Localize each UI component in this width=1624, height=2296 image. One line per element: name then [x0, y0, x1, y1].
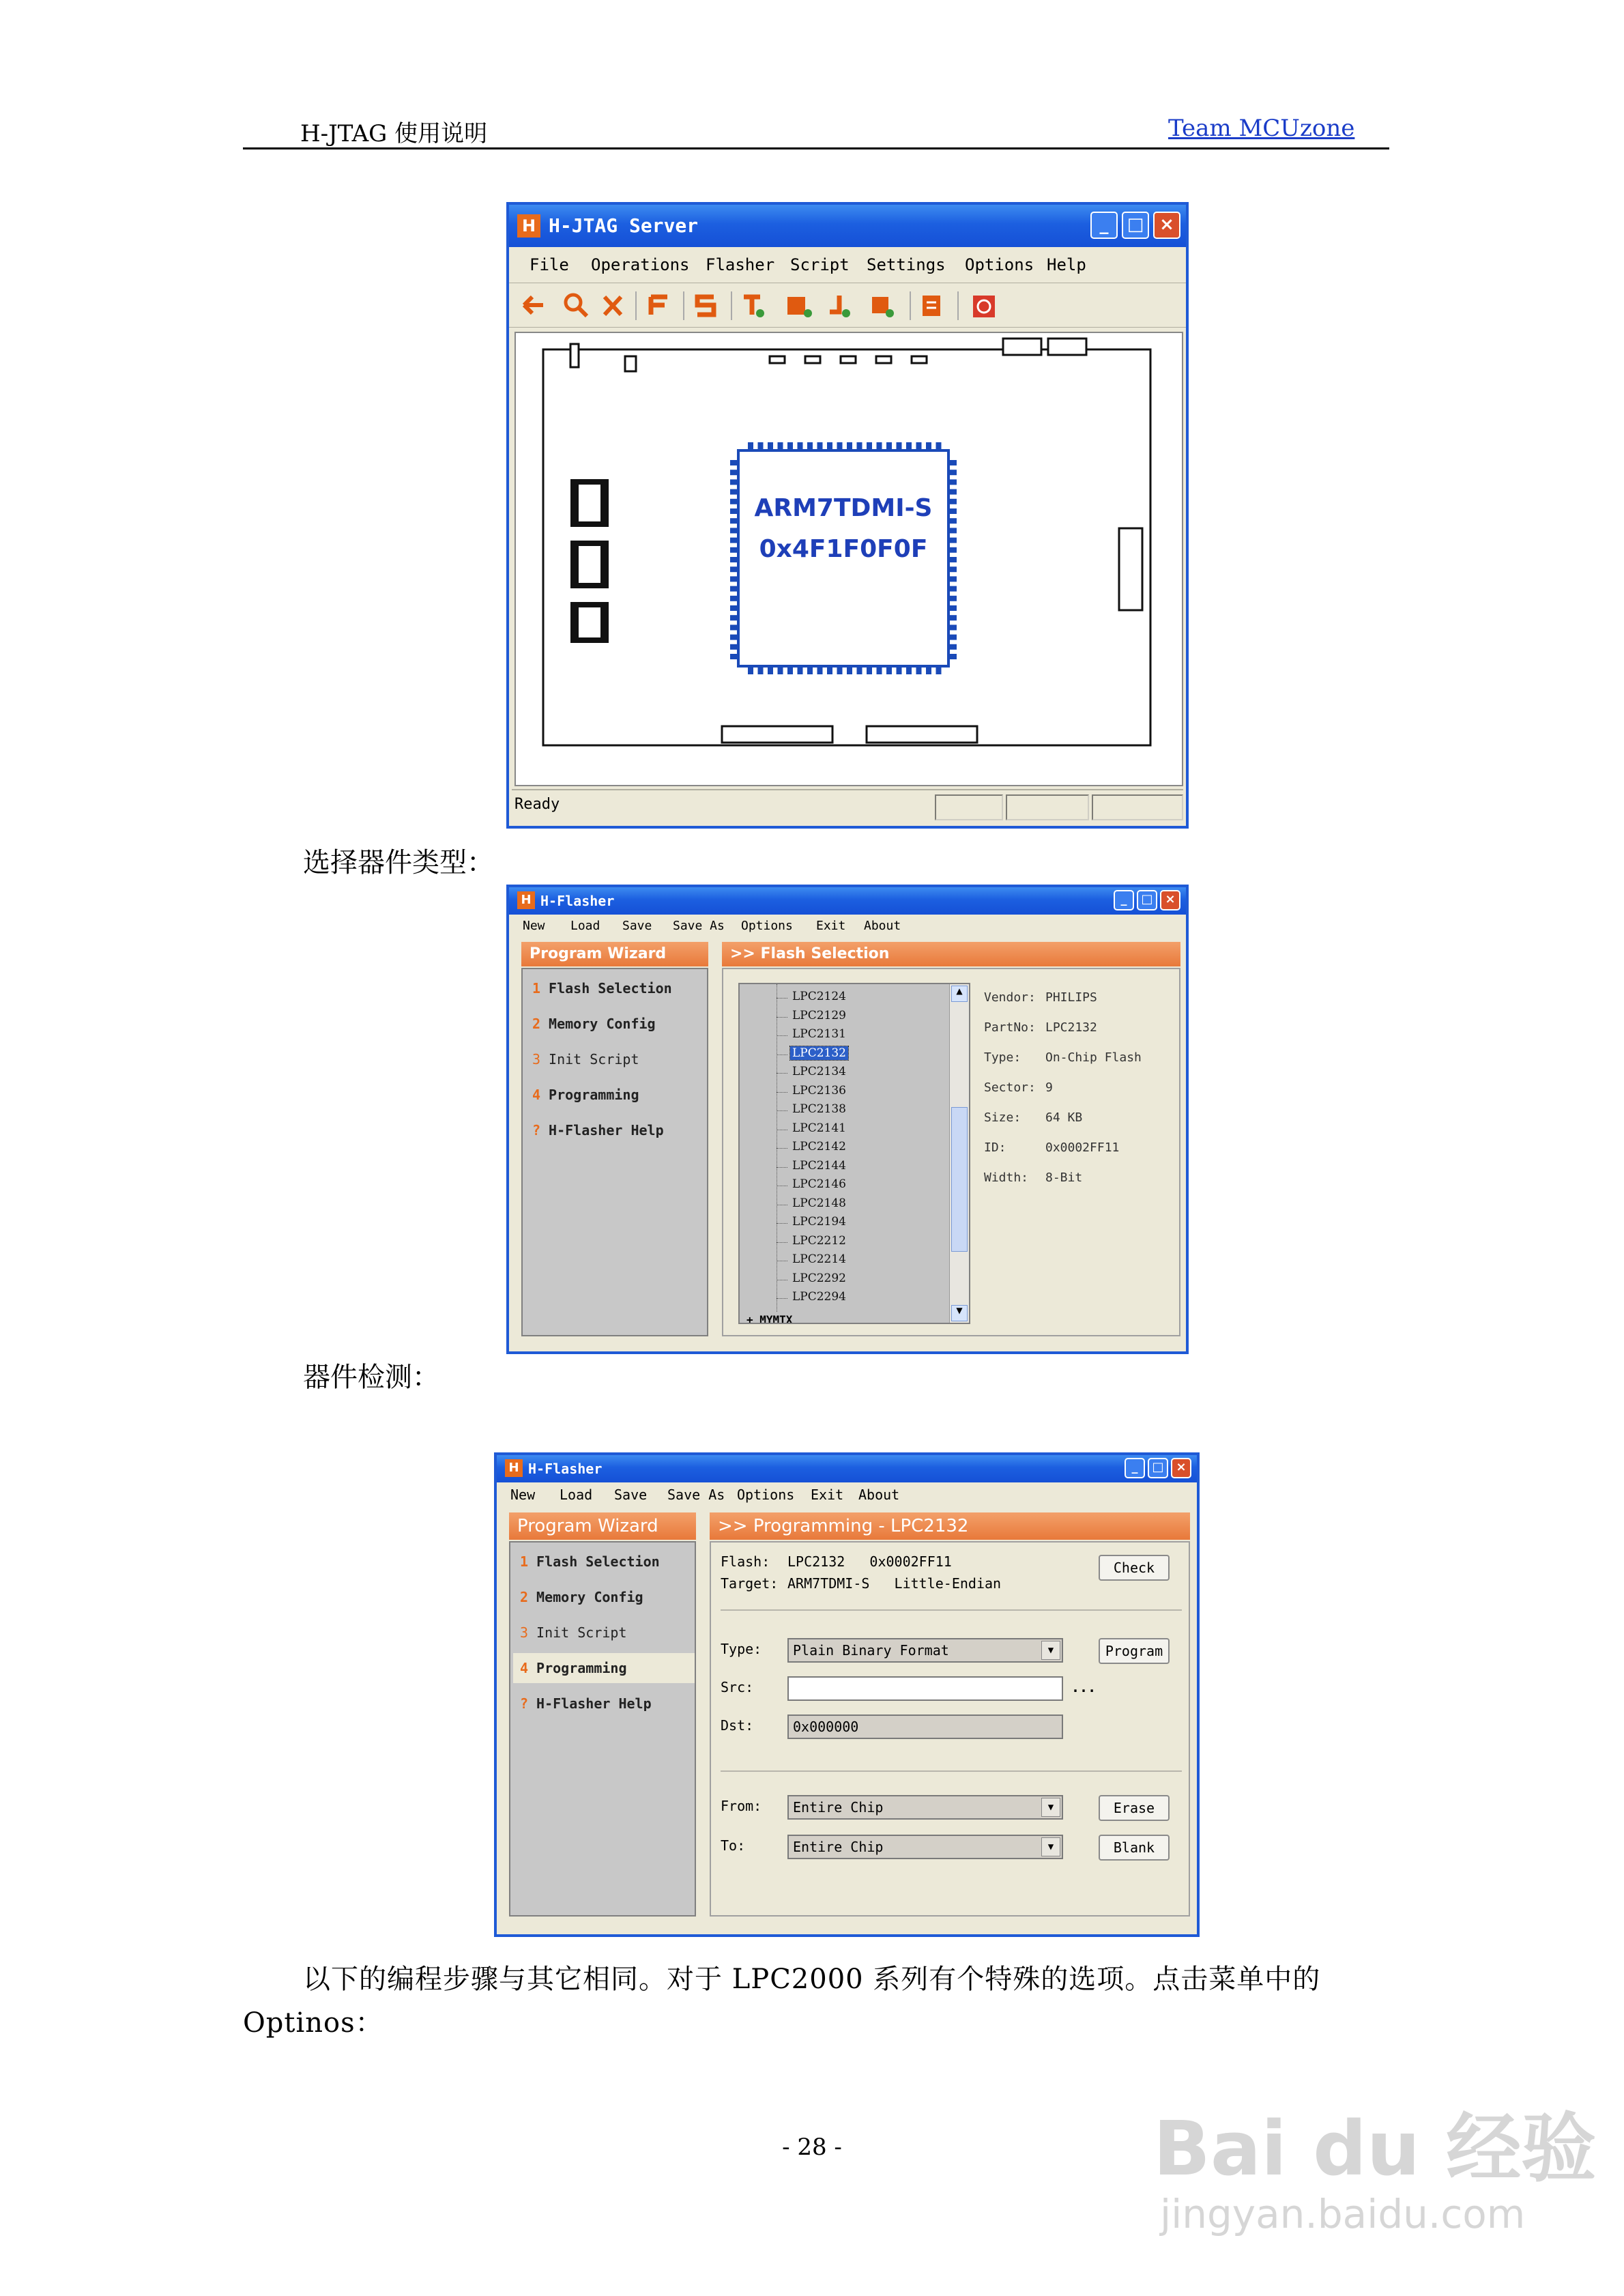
chip-pin	[950, 566, 957, 572]
flasher1-wizard-panel	[521, 968, 708, 1336]
flasher-f-icon[interactable]	[651, 297, 667, 315]
chip-pin	[730, 576, 737, 582]
chip-pin	[730, 538, 737, 543]
flasher2-menu-about[interactable]: About	[858, 1487, 900, 1503]
chip-pin	[950, 625, 957, 630]
download-t-icon[interactable]	[744, 297, 764, 317]
chip-pin	[950, 499, 957, 504]
chip-pin	[730, 586, 737, 592]
scroll-thumb[interactable]	[951, 1107, 968, 1252]
wizard2-step-flash-selection[interactable]: 1 Flash Selection	[520, 1553, 660, 1570]
info-width: Width: 8-Bit	[984, 1171, 1083, 1185]
chip-pin	[936, 442, 942, 449]
from-select[interactable]: Entire Chip ▼	[787, 1795, 1063, 1820]
flasher1-wizard-title: Program Wizard	[521, 942, 708, 966]
scroll-up-arrow-icon[interactable]: ▲	[951, 986, 968, 1002]
device-info	[984, 983, 1142, 1193]
device-list-item[interactable]: LPC2138	[792, 1102, 846, 1116]
flasher2-menu-options[interactable]: Options	[737, 1487, 795, 1503]
chip-pin	[857, 442, 862, 449]
to-label: To:	[721, 1837, 746, 1854]
app-icon: H	[517, 214, 540, 238]
src-input[interactable]	[787, 1676, 1063, 1701]
close-x-icon[interactable]	[605, 297, 621, 315]
script-s-icon[interactable]	[697, 297, 714, 315]
wizard-step-memory-config[interactable]: 2 Memory Config	[532, 1016, 656, 1032]
chip-pin	[730, 508, 737, 514]
flasher1-title: H-Flasher	[540, 893, 615, 909]
chip-pin	[730, 566, 737, 572]
chip-pin	[730, 654, 737, 659]
check-button[interactable]: Check	[1099, 1555, 1170, 1581]
blank-button[interactable]: Blank	[1099, 1835, 1170, 1861]
chip-pin	[950, 518, 957, 523]
page-number: - 28 -	[782, 2134, 842, 2161]
chip-pin	[798, 442, 803, 449]
info-partno: PartNo: LPC2132	[984, 1020, 1097, 1035]
flasher1-menu-save[interactable]: Save	[622, 919, 652, 933]
flasher1-menubar	[509, 916, 1186, 938]
dst-label: Dst:	[721, 1717, 754, 1734]
chip-pin	[847, 668, 852, 674]
chip-pin	[730, 460, 737, 465]
device-list-item[interactable]: LPC2141	[792, 1121, 846, 1135]
run-icon[interactable]	[872, 297, 894, 317]
server-toolbar	[509, 283, 1186, 328]
info-size: Size: 64 KB	[984, 1110, 1083, 1125]
tree-connector	[777, 1054, 787, 1055]
chip-pin	[950, 479, 957, 485]
chip-pin	[936, 668, 942, 674]
status-pane-1	[935, 794, 1003, 820]
flasher1-menu-save-as[interactable]: Save As	[673, 919, 725, 933]
device-list-item[interactable]: LPC2194	[792, 1215, 846, 1229]
chip-pin	[950, 635, 957, 640]
flasher2-app-icon: H	[505, 1459, 523, 1477]
wizard-step-flash-selection[interactable]: 1 Flash Selection	[532, 980, 672, 996]
chip-pin	[867, 668, 872, 674]
chevron-down-icon: ▼	[1041, 1641, 1060, 1660]
chip-pin	[837, 442, 843, 449]
chip-pin	[867, 442, 872, 449]
src-label: Src:	[721, 1679, 754, 1695]
tree-connector	[777, 1073, 787, 1074]
device-list-item[interactable]: LPC2212	[792, 1233, 846, 1248]
tree-connector	[777, 998, 787, 999]
chip-pin	[950, 654, 957, 659]
chip-pin	[837, 668, 843, 674]
chip-pin	[730, 470, 737, 475]
menu-file[interactable]: File	[530, 255, 569, 274]
device-list-item[interactable]: LPC2131	[792, 1027, 846, 1041]
status-pane-3	[1092, 794, 1183, 820]
tree-connector	[777, 1148, 787, 1149]
program-button[interactable]: Program	[1099, 1638, 1170, 1664]
caption-select-device: 选择器件类型：	[303, 847, 494, 878]
chip-pin	[906, 442, 912, 449]
info-sector: Sector: 9	[984, 1080, 1053, 1095]
chip-pin	[730, 615, 737, 620]
chip-pin	[730, 489, 737, 495]
chip-pin	[730, 625, 737, 630]
wizard2-step-help[interactable]: ? H-Flasher Help	[520, 1695, 652, 1712]
erase-button[interactable]: Erase	[1099, 1795, 1170, 1821]
hflasher-programming-window	[494, 1452, 1200, 1937]
chip-pin	[950, 586, 957, 592]
chip-pin	[778, 442, 783, 449]
chip-pin	[950, 605, 957, 611]
wizard-step-init-script[interactable]: 3 Init Script	[532, 1051, 639, 1067]
menu-operations[interactable]: Operations	[591, 255, 690, 274]
chip-pin	[768, 668, 773, 674]
chip-pin	[897, 668, 902, 674]
chip-pin	[730, 635, 737, 640]
device-list-item[interactable]: LPC2144	[792, 1158, 846, 1173]
device-list-item[interactable]: LPC2132	[790, 1046, 848, 1060]
flasher2-menu-save[interactable]: Save	[614, 1487, 648, 1503]
chip-pin	[730, 605, 737, 611]
toolbar-icons-svg	[509, 283, 1186, 327]
chip-pin	[926, 442, 931, 449]
device-list-item[interactable]: LPC2214	[792, 1252, 846, 1266]
chip-pin	[897, 442, 902, 449]
chip-pin	[847, 442, 852, 449]
paragraph-line-1: 以下的编程步骤与其它相同。对于 LPC2000 系列有个特殊的选项。点击菜单中的	[303, 1964, 1321, 1995]
close-button[interactable]: ×	[1153, 212, 1180, 239]
target-value: ARM7TDMI-S Little-Endian	[787, 1575, 1002, 1592]
baidu-watermark-url: jingyan.baidu.com	[1160, 2191, 1526, 2237]
header-rule	[243, 147, 1389, 149]
device-list-item[interactable]: LPC2129	[792, 1008, 846, 1022]
chevron-down-icon: ▼	[1041, 1798, 1060, 1817]
flasher1-content	[722, 968, 1180, 1336]
search-icon[interactable]	[566, 295, 587, 316]
baidu-watermark-logo: Bai du 经验	[1153, 2105, 1597, 2192]
chip-pin	[807, 442, 813, 449]
flash-value: LPC2132 0x0002FF11	[787, 1553, 952, 1570]
menu-flasher[interactable]: Flasher	[706, 255, 775, 274]
type-select[interactable]: Plain Binary Format ▼	[787, 1638, 1063, 1663]
flasher2-maximize-button[interactable]: □	[1148, 1458, 1168, 1478]
wizard2-step-memory-config[interactable]: 2 Memory Config	[520, 1589, 643, 1605]
flasher2-wizard-title: Program Wizard	[509, 1512, 696, 1540]
flasher1-menu-load[interactable]: Load	[570, 919, 600, 933]
flasher1-close-button[interactable]: ×	[1160, 890, 1180, 910]
chip-pin	[817, 668, 823, 674]
tree-connector	[777, 1298, 787, 1299]
flasher1-titlebar[interactable]	[509, 887, 1186, 915]
hflasher-selection-window	[506, 885, 1189, 1354]
type-label: Type:	[721, 1641, 762, 1657]
chip-pin	[950, 615, 957, 620]
device-list-item[interactable]: LPC2294	[792, 1290, 846, 1304]
chip-pin	[817, 442, 823, 449]
chip-pin	[877, 668, 882, 674]
chip-pin	[730, 528, 737, 533]
chip-pin	[730, 557, 737, 562]
chip-id: 0x4F1F0F0F	[759, 535, 928, 563]
chip-pin	[807, 668, 813, 674]
menu-help[interactable]: Help	[1047, 255, 1086, 274]
chip-pin	[950, 489, 957, 495]
info-id: ID: 0x0002FF11	[984, 1140, 1120, 1155]
device-list-item[interactable]: LPC2136	[792, 1083, 846, 1097]
minimize-button[interactable]: _	[1090, 212, 1118, 239]
menu-options[interactable]: Options	[965, 255, 1034, 274]
chip-pin	[730, 518, 737, 523]
chip-pin	[798, 668, 803, 674]
scroll-down-arrow-icon[interactable]: ▼	[951, 1305, 968, 1321]
chip-pin	[787, 668, 793, 674]
chip-pin	[787, 442, 793, 449]
chip-pin	[778, 668, 783, 674]
flasher2-menubar	[497, 1484, 1197, 1507]
flasher1-maximize-button[interactable]: □	[1137, 890, 1157, 910]
tree-connector	[777, 1035, 787, 1036]
chip-pin	[748, 668, 753, 674]
chip-pin	[950, 538, 957, 543]
tree-connector	[777, 1110, 787, 1111]
info-type: Type: On-Chip Flash	[984, 1050, 1142, 1065]
chip-pin	[926, 668, 931, 674]
chip-pin	[950, 470, 957, 475]
chevron-down-icon: ▼	[1041, 1837, 1060, 1856]
menu-script[interactable]: Script	[790, 255, 850, 274]
flasher1-app-icon: H	[517, 891, 535, 909]
hjtag-server-window	[506, 202, 1189, 829]
chip-pin	[730, 596, 737, 601]
arrow-icon[interactable]	[524, 297, 543, 313]
flasher2-minimize-button[interactable]: _	[1125, 1458, 1145, 1478]
chip-pin	[950, 460, 957, 465]
flasher1-menu-exit[interactable]: Exit	[816, 919, 846, 933]
device-list-scrollbar[interactable]	[949, 984, 969, 1323]
chip-pin	[758, 442, 764, 449]
flasher2-wizard-panel	[509, 1541, 696, 1917]
chip-pin	[950, 576, 957, 582]
chip-pin	[857, 668, 862, 674]
device-list-item[interactable]: LPC2148	[792, 1196, 846, 1210]
flash-label: Flash:	[721, 1553, 770, 1570]
divider-2	[721, 1770, 1182, 1772]
info-vendor: Vendor: PHILIPS	[984, 990, 1097, 1005]
chip-icon[interactable]	[787, 297, 812, 317]
chip-pin	[886, 442, 892, 449]
status-bar	[512, 789, 1183, 822]
tree-connector	[777, 1167, 787, 1168]
chip-pin	[748, 442, 753, 449]
edit-icon[interactable]	[923, 296, 940, 316]
paragraph-line-2: Optinos：	[243, 2007, 383, 2039]
dst-input[interactable]: 0x000000	[787, 1714, 1063, 1739]
device-list-item[interactable]: LPC2142	[792, 1140, 846, 1153]
menu-settings[interactable]: Settings	[867, 255, 946, 274]
tree-tail-node[interactable]: + MYMTX	[746, 1313, 793, 1324]
server-menubar	[509, 250, 1186, 280]
caption-device-detect: 器件检测：	[303, 1362, 439, 1393]
wizard-step-programming[interactable]: 4 Programming	[532, 1087, 639, 1103]
flasher1-panel-title: >> Flash Selection	[722, 942, 1180, 966]
chip-pin	[827, 668, 832, 674]
chip-pin	[730, 479, 737, 485]
chip-pin	[950, 596, 957, 601]
chip-pin	[916, 668, 922, 674]
power-icon[interactable]	[973, 296, 995, 317]
flasher2-titlebar[interactable]	[497, 1455, 1197, 1482]
flasher1-minimize-button[interactable]: _	[1114, 890, 1134, 910]
chip-pin	[950, 644, 957, 650]
flasher2-close-button[interactable]: ×	[1171, 1458, 1191, 1478]
maximize-button[interactable]: □	[1122, 212, 1149, 239]
device-list-item[interactable]: LPC2134	[792, 1065, 846, 1078]
divider-1	[721, 1609, 1182, 1611]
chip-pin	[730, 644, 737, 650]
flasher1-menu-about[interactable]: About	[864, 919, 901, 933]
tree-connector	[777, 1223, 787, 1224]
from-label: From:	[721, 1798, 762, 1814]
chip-pin	[730, 547, 737, 553]
server-title: H-JTAG Server	[549, 214, 699, 237]
device-list-item[interactable]: LPC2124	[792, 990, 846, 1003]
device-list-item[interactable]: LPC2146	[792, 1177, 846, 1191]
chip-pin	[950, 508, 957, 514]
flasher2-panel-title: >> Programming - LPC2132	[710, 1512, 1190, 1540]
status-pane-2	[1006, 794, 1089, 820]
flasher1-menu-new[interactable]: New	[523, 919, 545, 933]
status-text: Ready	[514, 796, 560, 813]
tree-connector	[777, 1017, 787, 1018]
flasher2-menu-save-as[interactable]: Save As	[667, 1487, 725, 1503]
chip-pin	[758, 668, 764, 674]
flasher2-content	[710, 1541, 1190, 1917]
board-canvas	[514, 332, 1183, 786]
chip-pin	[827, 442, 832, 449]
header-left: H-JTAG 使用说明	[300, 120, 488, 147]
flasher2-title: H-Flasher	[528, 1461, 603, 1477]
chip-pin	[950, 547, 957, 553]
chip-pin	[950, 557, 957, 562]
wizard2-step-init-script[interactable]: 3 Init Script	[520, 1624, 627, 1641]
to-select[interactable]: Entire Chip ▼	[787, 1835, 1063, 1859]
chip-pin	[877, 442, 882, 449]
flasher1-menu-options[interactable]: Options	[741, 919, 793, 933]
device-list-item[interactable]: LPC2292	[792, 1271, 846, 1285]
tree-connector	[777, 1242, 787, 1243]
target-label: Target:	[721, 1575, 779, 1592]
flasher2-menu-exit[interactable]: Exit	[811, 1487, 844, 1503]
chip-pin	[886, 668, 892, 674]
server-titlebar[interactable]	[509, 205, 1186, 247]
chip-pin	[768, 442, 773, 449]
browse-button[interactable]: ...	[1071, 1679, 1097, 1695]
wizard2-step-programming[interactable]: 4 Programming	[513, 1653, 695, 1683]
chip-name: ARM7TDMI-S	[754, 494, 933, 522]
arrow-down-icon[interactable]	[830, 296, 850, 317]
chip-pin	[906, 668, 912, 674]
device-tree-list[interactable]	[738, 983, 970, 1324]
chip-pin	[950, 528, 957, 533]
header-right-link[interactable]: Team MCUzone	[1168, 115, 1355, 142]
flasher2-menu-new[interactable]: New	[510, 1487, 536, 1503]
chip-pin	[730, 499, 737, 504]
chip-pin	[916, 442, 922, 449]
wizard-step-help[interactable]: ? H-Flasher Help	[532, 1122, 664, 1138]
tree-connector	[777, 1092, 787, 1093]
flasher2-menu-load[interactable]: Load	[560, 1487, 593, 1503]
